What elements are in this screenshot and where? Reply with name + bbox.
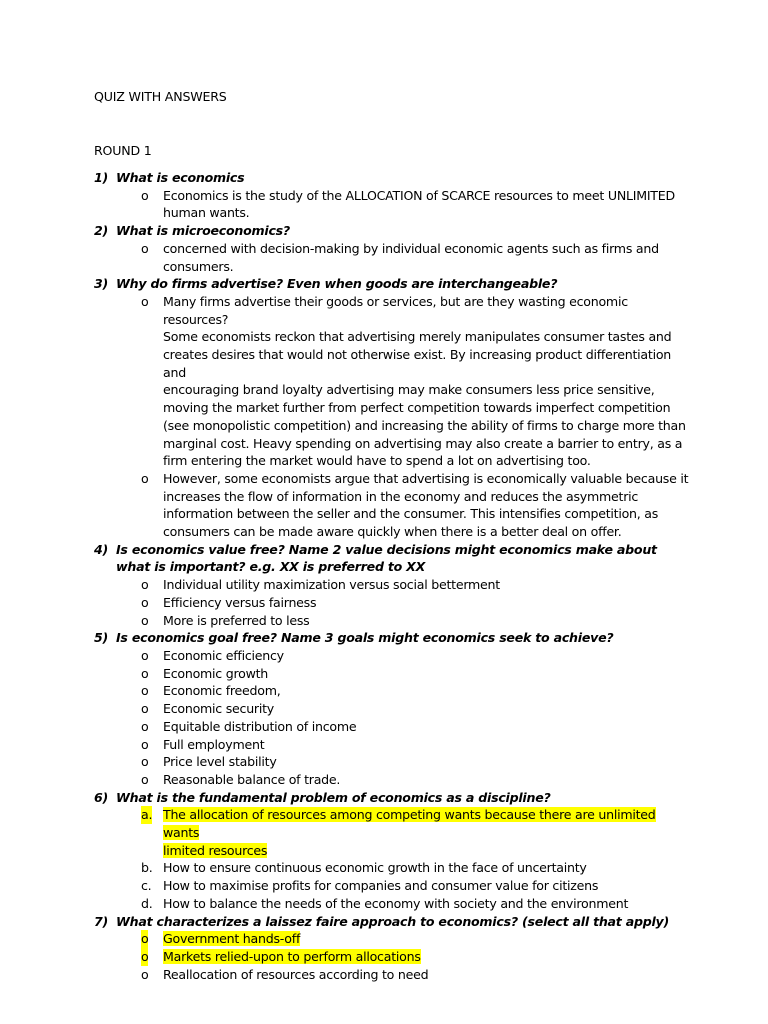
answer-text-line: Reallocation of resources according to need [163, 966, 429, 982]
question-text: Is economics goal free? Name 3 goals might economics seek to achieve? [116, 630, 614, 646]
answer-text-line: Efficiency versus fairness [163, 594, 317, 610]
bullet-marker: o [141, 736, 149, 752]
answer-text-line: More is preferred to less [163, 612, 310, 628]
answer-line [163, 258, 694, 276]
answer-text-line: encouraging brand loyalty advertising may make consumers less price sensitive, [163, 382, 655, 398]
answer-line [163, 665, 694, 683]
bullet-marker: o [141, 754, 149, 770]
answer-text-line: consumers can be made aware quickly when there is a better deal on offer. [163, 524, 622, 540]
answer-text-line: human wants. [163, 205, 250, 221]
answer-line [163, 718, 694, 736]
answer-text-line: Economic security [163, 701, 275, 717]
answer-item [94, 877, 694, 895]
question-7 [94, 913, 694, 931]
answer-line [163, 452, 694, 470]
answer-line [163, 470, 694, 488]
answer-item [94, 966, 694, 984]
bullet-marker: o [141, 931, 149, 947]
question-6 [94, 789, 694, 807]
question-number: 2) [94, 223, 109, 239]
answer-text-line: Markets relied-upon to perform allocations [163, 948, 421, 964]
answer-item [94, 753, 694, 771]
question-text: What is economics [116, 170, 245, 185]
answer-text-line: (see monopolistic competition) and increasing the ability of firms to charge more than [163, 417, 686, 433]
answer-item [94, 682, 694, 700]
bullet-marker: o [141, 470, 149, 486]
answer-line [163, 930, 694, 948]
answer-line [163, 488, 694, 506]
bullet-marker: o [141, 771, 149, 787]
answer-line [163, 682, 694, 700]
answer-line [163, 736, 694, 754]
answer-item [94, 240, 694, 275]
answer-line [163, 346, 694, 381]
bullet-marker: o [141, 187, 149, 203]
answer-text-line: The allocation of resources among competing wants because there are unlimited wants [163, 807, 656, 841]
option-letter: d. [141, 895, 153, 911]
question-number: 1) [94, 170, 109, 185]
answer-text-line: increases the flow of information in the economy and reduces the asymmetric [163, 488, 639, 504]
answer-item [94, 948, 694, 966]
question-text: What is the fundamental problem of economics as a discipline? [116, 789, 551, 805]
question-number: 6) [94, 789, 109, 805]
bullet-marker: o [141, 647, 149, 663]
answer-line [163, 948, 694, 966]
answer-item [94, 612, 694, 630]
answer-text-line: Economic growth [163, 665, 269, 681]
answer-line [163, 399, 694, 417]
bullet-marker: o [141, 293, 149, 309]
answer-item [94, 806, 694, 859]
answer-line [163, 328, 694, 346]
answer-line [163, 293, 694, 328]
answer-line [163, 435, 694, 453]
bullet-marker: o [141, 701, 149, 717]
bullet-marker: o [141, 240, 149, 256]
question-4 [94, 541, 694, 576]
answer-line [163, 647, 694, 665]
bullet-marker: o [141, 594, 149, 610]
question-1 [94, 169, 694, 187]
answer-line [163, 381, 694, 399]
answer-text-line: Some economists reckon that advertising merely manipulates consumer tastes and [163, 329, 672, 345]
document-title: QUIZ WITH ANSWERS [94, 89, 227, 104]
answer-line [163, 771, 694, 789]
bullet-marker: o [141, 577, 149, 593]
answer-line [163, 806, 694, 841]
answer-text-line: Price level stability [163, 754, 277, 770]
answer-line [163, 700, 694, 718]
answer-item [94, 187, 694, 222]
answer-text-line: How to balance the needs of the economy with society and the environment [163, 895, 629, 911]
question-3 [94, 275, 694, 293]
answer-item [94, 700, 694, 718]
answer-item [94, 594, 694, 612]
answer-item [94, 665, 694, 683]
quiz-content [94, 169, 694, 983]
answer-line [163, 187, 694, 205]
answer-line [163, 895, 694, 913]
answer-text-line: However, some economists argue that advertising is economically valuable because it [163, 470, 689, 486]
question-number: 4) [94, 541, 109, 557]
answer-text-line: marginal cost. Heavy spending on advertising may also create a barrier to entry, as a [163, 435, 683, 451]
answer-text-line: Government hands-off [163, 931, 301, 947]
answer-text-line: Many firms advertise their goods or services, but are they wasting economic resources? [163, 293, 628, 327]
answer-line [163, 612, 694, 630]
answer-line [163, 576, 694, 594]
answer-item [94, 859, 694, 877]
answer-line [163, 505, 694, 523]
answer-item [94, 895, 694, 913]
answer-text-line: How to ensure continuous economic growth in the face of uncertainty [163, 860, 587, 876]
answer-line [163, 842, 694, 860]
answer-text-line: How to maximise profits for companies and consumer value for citizens [163, 878, 599, 894]
answer-item [94, 576, 694, 594]
bullet-marker: o [141, 948, 149, 964]
question-text: What characterizes a laissez faire approach to economics? (select all that apply) [116, 913, 670, 929]
question-number: 7) [94, 913, 109, 929]
question-number: 5) [94, 630, 109, 646]
question-2 [94, 222, 694, 240]
answer-line [163, 753, 694, 771]
answer-item [94, 470, 694, 541]
question-number: 3) [94, 276, 109, 292]
option-letter: b. [141, 860, 153, 876]
answer-item [94, 293, 694, 470]
answer-line [163, 523, 694, 541]
answer-line [163, 966, 694, 984]
answer-item [94, 736, 694, 754]
answer-item [94, 718, 694, 736]
answer-text-line: moving the market further from perfect competition towards imperfect competition [163, 400, 671, 416]
answer-text-line: Individual utility maximization versus social betterment [163, 577, 500, 593]
answer-line [163, 240, 694, 258]
answer-item [94, 930, 694, 948]
answer-line [163, 204, 694, 222]
answer-text-line: Economic freedom, [163, 683, 281, 699]
answer-text-line: consumers. [163, 258, 234, 274]
answer-text-line: Economics is the study of the ALLOCATION of SCARCE resources to meet UNLIMITED [163, 187, 675, 203]
bullet-marker: o [141, 612, 149, 628]
answer-text-line: Economic efficiency [163, 647, 284, 663]
question-5 [94, 629, 694, 647]
answer-line [163, 859, 694, 877]
answer-item [94, 771, 694, 789]
bullet-marker: o [141, 665, 149, 681]
answer-line [163, 594, 694, 612]
answer-text-line: Equitable distribution of income [163, 718, 357, 734]
answer-text-line: Full employment [163, 736, 265, 752]
question-text: What is microeconomics? [116, 223, 290, 239]
option-letter: a. [141, 807, 153, 823]
answer-line [163, 877, 694, 895]
round-heading: ROUND 1 [94, 143, 152, 158]
option-letter: c. [141, 878, 152, 894]
answer-text-line: Reasonable balance of trade. [163, 771, 341, 787]
answer-text-line: limited resources [163, 842, 268, 858]
answer-item [94, 647, 694, 665]
question-text: Why do firms advertise? Even when goods are interchangeable? [116, 276, 558, 292]
answer-text-line: information between the seller and the consumer. This intensifies competition, as [163, 506, 659, 522]
answer-line [163, 417, 694, 435]
answer-text-line: concerned with decision-making by individual economic agents such as firms and [163, 240, 659, 256]
question-text: Is economics value free? Name 2 value decisions might economics make about what is important? e.g. XX is preferred to XX [116, 541, 657, 575]
bullet-marker: o [141, 718, 149, 734]
bullet-marker: o [141, 966, 149, 982]
answer-text-line: firm entering the market would have to spend a lot on advertising too. [163, 453, 591, 469]
bullet-marker: o [141, 683, 149, 699]
answer-text-line: creates desires that would not otherwise exist. By increasing product differentiation and [163, 347, 672, 380]
